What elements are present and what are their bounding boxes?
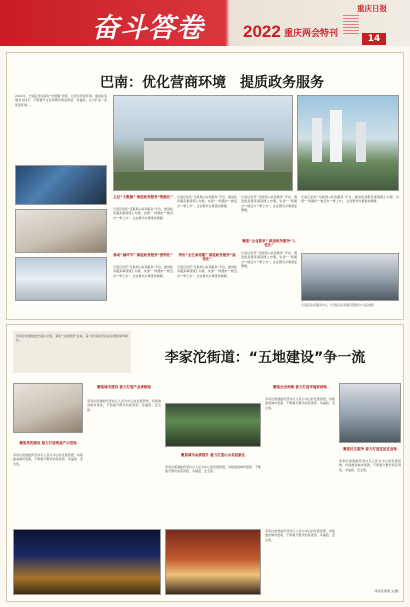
article1-col1b: 巴南区依托“互联网+政务服务”平台，推进政务服务事项网上办理，实现“一网通办”“就近办”“掌上办”，企业群众办事更加便捷。 [113,265,173,278]
article2-col5: 李家沱街道始终坚持以人民为中心的发展思想，持续推进城市更新，不断提升群众的获得感、幸福感、安全感。 [339,459,401,472]
photo-party-building [13,383,83,433]
article2-sub2: 聚焦城市建设 着力打造产业承载地 [97,385,151,389]
article1-col3: 巴南区依托“互联网+政务服务”平台，推进政务服务事项网上办理，实现“一网通办”“就近办”“掌上办”，企业群众办事更加便捷。 [241,195,297,213]
photo-hall [301,253,399,301]
banner-title: 奋斗答卷 [92,13,204,44]
photo-green-street [165,403,261,447]
banner-series: 重庆两会特刊 [284,29,339,39]
article-baan [6,52,404,320]
article2-headline: 李家沱街道：“五地建设”争一流 [164,350,366,366]
photo-residential [339,383,401,443]
article2-sub4: 聚焦社会治理 着力打造幸福家园地 [273,385,327,389]
article2-col2: 李家沱街道始终坚持以人民为中心的发展思想，持续推进城市更新，不断提升群众的获得感、幸福感、安全感。 [87,399,161,412]
article1-sub3: 突出“全生命周期” 推进政务服务“高效化” [178,253,236,262]
article2-col-bottom: 李家沱街道始终坚持以人民为中心的发展思想，持续推进城市更新，不断提升群众的获得感、幸福感、安全感。 [265,529,335,542]
masthead-brand: 重庆日报 [357,4,387,13]
article2-col1: 李家沱街道始终坚持以人民为中心的发展思想，持续推进城市更新，不断提升群众的获得感、幸福感、安全感。 [13,453,83,466]
article1-col1: 巴南区依托“互联网+政务服务”平台，推进政务服务事项网上办理，实现“一网通办”“就近办”“掌上办”，企业群众办事更加便捷。 [113,207,173,220]
article2-sub3: 聚焦城市品质提升 着力打造山水美居新区 [180,453,246,457]
article2-intro: 李家沱街道地处巴南区北部，紧扣“五地建设”目标，着力打造宜居宜业宜游的城市新区。 [16,334,128,343]
article1-col2b: 巴南区依托“互联网+政务服务”平台，推进政务服务事项网上办理，实现“一网通办”“就近办”“掌上办”，企业群众办事更加便捷。 [177,265,237,278]
article1-col4: 巴南区依托“互联网+政务服务”平台，推进政务服务事项网上办理，实现“一网通办”“就近办”“掌上办”，企业群众办事更加便捷。 [301,195,399,204]
article2-sub1: 聚焦党的建设 着力打造两高产示范地 [19,441,77,445]
article2-col3: 李家沱街道始终坚持以人民为中心的发展思想，持续推进城市更新，不断提升群众的获得感、幸福感、安全感。 [165,465,261,474]
page-number: 14 [362,33,386,45]
page-header [0,0,410,46]
photo-service-center [113,95,293,191]
photo-staff [15,257,107,301]
photo-cityscape [297,95,399,191]
article1-sub4: 聚焦“企业需求” 推进政务服务“人性化” [242,239,296,248]
article1-headline: 巴南：优化营商环境 提质政务服务 [100,75,324,91]
article1-col3b: 巴南区依托“互联网+政务服务”平台，推进政务服务事项网上办理，实现“一网通办”“就近办”“掌上办”，企业群众办事更加便捷。 [241,251,297,269]
article2-col4: 李家沱街道始终坚持以人民为中心的发展思想，持续推进城市更新，不断提升群众的获得感、幸福感、安全感。 [265,397,335,410]
article2-sub5: 聚焦民生服务 着力打造宜居宜业地 [343,447,397,451]
article2-footer: （李家沱街道 文/图） [372,589,401,593]
banner-year: 2022 [243,22,281,41]
photo-night-pagoda [13,529,161,595]
article1-sub2: 推动“减环节” 推进政务服务“便利化” [113,253,173,257]
article1-intro: 2021年，巴南区坚持深化“放管服”改革，以优化营商环境、提质政务服务为抓手，不断提升企业和群众的获得感、幸福感，全力打造一流营商环境…… [15,94,107,107]
photo-data-screen [15,165,107,205]
article1-col2: 巴南区依托“互联网+政务服务”平台，推进政务服务事项网上办理，实现“一网通办”“就近办”“掌上办”，企业群众办事更加便捷。 [177,195,237,208]
article-lijiatuo [6,324,404,602]
article1-sub1: 立足“大数据” 推进政务服务“智能化” [113,195,173,199]
photo-service-window [15,209,107,253]
article2-intro-box [13,331,131,373]
photo-sunset-city [165,529,261,595]
article1-caption: 巴南区政务服务中心（巴南区政务服务管理办公室供图） [301,303,377,307]
